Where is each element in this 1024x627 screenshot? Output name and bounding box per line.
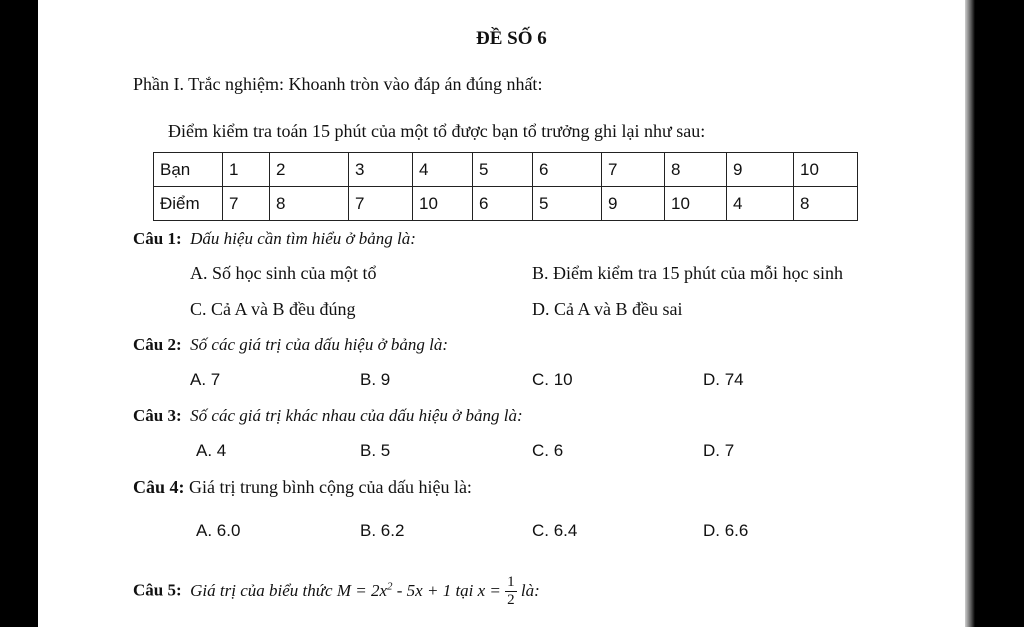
table-cell: 8 [794, 187, 858, 221]
fraction [505, 575, 517, 608]
fraction-denominator: 2 [507, 592, 515, 609]
question-text: Số các giá trị khác nhau của dấu hiệu ở bảng là: [190, 406, 523, 425]
table-cell: 4 [413, 153, 473, 187]
q3-option-c[interactable]: C. 6 [532, 441, 564, 460]
question-text: Số các giá trị của dấu hiệu ở bảng là: [190, 335, 449, 354]
table-cell: 9 [602, 187, 665, 221]
question-text: Dấu hiệu cần tìm hiểu ở bảng là: [190, 229, 416, 248]
q5-expr-a: 2x [370, 580, 388, 600]
q4-option-a[interactable]: A. 6.0 [196, 521, 241, 540]
table-intro: Điểm kiểm tra toán 15 phút của một tổ được bạn tổ trưởng ghi lại như sau: [168, 121, 706, 141]
question-label: Câu 2: [133, 335, 182, 354]
table-cell: 10 [794, 153, 858, 187]
q2-option-a[interactable]: A. 7 [190, 370, 221, 389]
question-1 [133, 229, 416, 249]
q5-exponent: 2 [387, 580, 393, 592]
exam-title: ĐỀ SỐ 6 [476, 28, 547, 49]
q2-option-b[interactable]: B. 9 [360, 370, 391, 389]
q4-option-d[interactable]: D. 6.6 [703, 521, 749, 540]
question-label: Câu 3: [133, 406, 182, 425]
table-cell: 6 [533, 153, 602, 187]
score-table [153, 152, 858, 221]
table-cell: 7 [602, 153, 665, 187]
table-cell: 5 [533, 187, 602, 221]
table-cell: 9 [727, 153, 794, 187]
table-cell: 8 [665, 153, 727, 187]
question-label: Câu 1: [133, 229, 182, 248]
q2-option-d[interactable]: D. 74 [703, 370, 744, 389]
table-row [154, 153, 858, 187]
q3-option-a[interactable]: A. 4 [196, 441, 227, 460]
question-text [190, 574, 540, 609]
q5-text-after: là: [516, 580, 540, 600]
question-label: Câu 5: [133, 580, 182, 600]
table-cell: Điểm [154, 187, 223, 221]
table-cell: 10 [413, 187, 473, 221]
part-heading: Phần I. Trắc nghiệm: Khoanh tròn vào đáp án đúng nhất: [133, 74, 543, 94]
table-cell: 6 [473, 187, 533, 221]
question-4 [133, 477, 472, 498]
table-cell: 1 [223, 153, 270, 187]
q1-option-b[interactable]: B. Điểm kiểm tra 15 phút của mỗi học sinh [532, 263, 843, 283]
table-cell: 10 [665, 187, 727, 221]
table-row [154, 187, 858, 221]
table-cell: 7 [349, 187, 413, 221]
table-cell: 8 [270, 187, 349, 221]
question-3 [133, 406, 523, 426]
q4-option-b[interactable]: B. 6.2 [360, 521, 405, 540]
question-5 [133, 568, 540, 609]
fraction-numerator: 1 [507, 574, 515, 591]
q5-expr-b: - 5x + 1 tại x = [392, 580, 506, 600]
q2-option-c[interactable]: C. 10 [532, 370, 573, 389]
table-cell: 2 [270, 153, 349, 187]
q5-text-before: Giá trị của biểu thức M = [190, 580, 371, 600]
question-2 [133, 335, 448, 355]
table-cell: 3 [349, 153, 413, 187]
question-label: Câu 4: [133, 477, 185, 497]
q1-option-c[interactable]: C. Cả A và B đều đúng [190, 299, 356, 319]
question-text: Giá trị trung bình cộng của dấu hiệu là: [189, 477, 472, 497]
q4-option-c[interactable]: C. 6.4 [532, 521, 578, 540]
table-cell: 5 [473, 153, 533, 187]
table-cell: Bạn [154, 153, 223, 187]
page-edge-shadow [965, 0, 975, 627]
q3-option-d[interactable]: D. 7 [703, 441, 735, 460]
q1-option-d[interactable]: D. Cả A và B đều sai [532, 299, 683, 319]
table-cell: 7 [223, 187, 270, 221]
q1-option-a[interactable]: A. Số học sinh của một tổ [190, 263, 377, 283]
table-cell: 4 [727, 187, 794, 221]
q3-option-b[interactable]: B. 5 [360, 441, 391, 460]
